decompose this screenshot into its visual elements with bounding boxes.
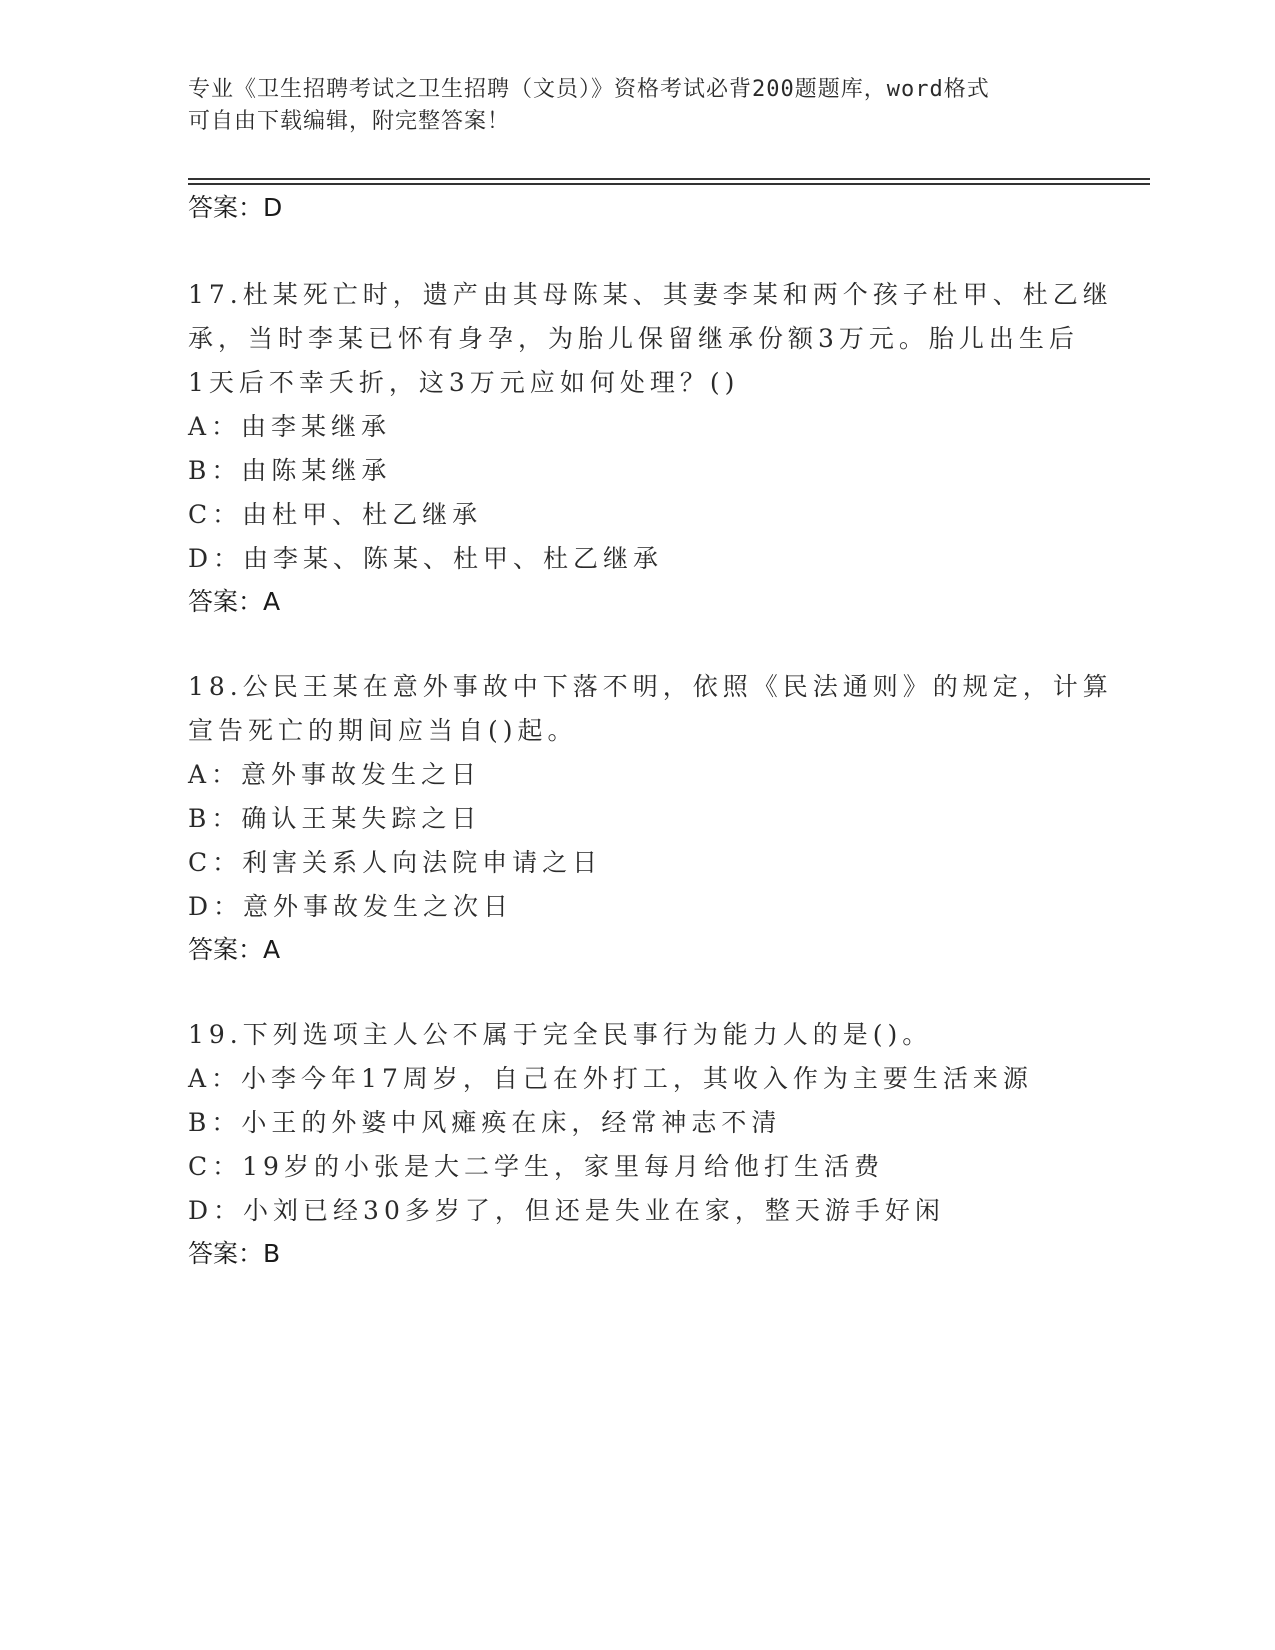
header-line-2: 可自由下载编辑，附完整答案！ — [188, 109, 511, 134]
option-c: C：由杜甲、杜乙继承 — [188, 500, 483, 529]
answer: 答案：A — [188, 935, 281, 964]
option-d: D：小刘已经30多岁了，但还是失业在家，整天游手好闲 — [188, 1196, 945, 1225]
option-d: D：意外事故发生之次日 — [188, 892, 514, 921]
question-stem-line: 18.公民王某在意外事故中下落不明，依照《民法通则》的规定，计算 — [188, 672, 1113, 701]
previous-answer: 答案：D — [188, 193, 283, 222]
question-stem-line: 17.杜某死亡时，遗产由其母陈某、其妻李某和两个孩子杜甲、杜乙继 — [188, 280, 1113, 309]
document-header — [188, 74, 1068, 138]
header-rule-bottom — [188, 183, 1150, 185]
option-b: B：确认王某失踪之日 — [188, 804, 482, 833]
option-a: A：意外事故发生之日 — [188, 760, 482, 789]
answer: 答案：A — [188, 587, 281, 616]
option-c: C：利害关系人向法院申请之日 — [188, 848, 603, 877]
question-stem-line: 宣告死亡的期间应当自()起。 — [188, 716, 578, 745]
option-b: B：小王的外婆中风瘫痪在床，经常神志不清 — [188, 1108, 782, 1137]
answer: 答案：B — [188, 1239, 281, 1268]
option-a: A：小李今年17周岁，自己在外打工，其收入作为主要生活来源 — [188, 1064, 1033, 1093]
option-c: C：19岁的小张是大二学生，家里每月给他打生活费 — [188, 1152, 884, 1181]
option-d: D：由李某、陈某、杜甲、杜乙继承 — [188, 544, 664, 573]
header-rule-top — [188, 178, 1150, 180]
header-line-1: 专业《卫生招聘考试之卫生招聘（文员）》资格考试必背200题题库，word格式 — [188, 77, 990, 102]
question-stem-line: 1天后不幸夭折，这3万元应如何处理？() — [188, 368, 740, 397]
question-stem-line: 承，当时李某已怀有身孕，为胎儿保留继承份额3万元。胎儿出生后 — [188, 324, 1079, 353]
option-b: B：由陈某继承 — [188, 456, 392, 485]
option-a: A：由李某继承 — [188, 412, 392, 441]
question-stem-line: 19.下列选项主人公不属于完全民事行为能力人的是()。 — [188, 1020, 933, 1049]
